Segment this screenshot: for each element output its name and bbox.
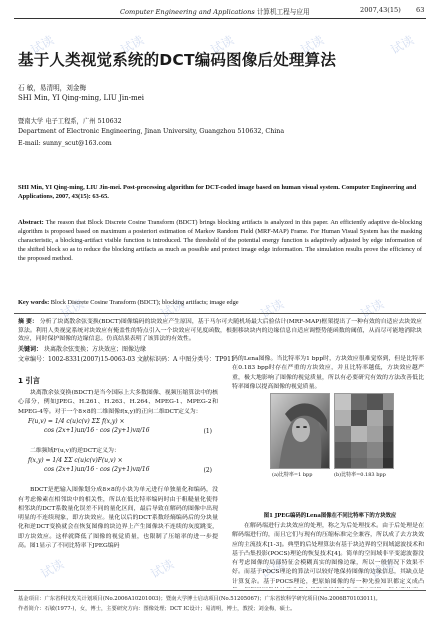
- watermark-text: 试读: [118, 32, 147, 57]
- keywords-cn-label: 关键词：: [18, 346, 43, 353]
- figure-1b-caption: (b)比特率=0.183 bpp: [334, 472, 386, 478]
- watermark-text: 试读: [368, 556, 397, 581]
- figure-1: [268, 393, 396, 489]
- column-right: [232, 355, 424, 392]
- abstract-en: [18, 219, 422, 264]
- lena-image-1bpp: [270, 393, 330, 469]
- watermark-text: 试读: [158, 296, 187, 321]
- abstract-cn: [18, 318, 422, 344]
- equation-2-rhs: cos (2x+1)uπ/16 · cos (2y+1)vπ/16: [44, 466, 150, 474]
- watermark-text: 试读: [148, 556, 177, 581]
- watermark-text: 试读: [298, 32, 327, 57]
- equation-2: [18, 456, 218, 486]
- watermark-text: 试读: [58, 296, 87, 321]
- authors-en: SHI Min, YI Qing-ming, LIU Jin-mei: [18, 94, 144, 102]
- abstract-cn-text: 分析了块离散余弦变换(BDCT)图像编码的块效应产生原因，基于马尔可夫随机场最大后验估计(MRF-MAP)框架提出了一种有效的自适应去块效应算法。利用人类视觉系统对块效应有掩盖性的特点引入一个块效应可见度函数，根据移块块内的边缘信息自适应调整势能函数的阈值，从而尽可能地消除块效应，同时保护图像的边缘信息。仿真结果表明了该算法的有效性。: [18, 319, 423, 343]
- figure-1a-caption: (a)比特率=1 bpp: [272, 472, 313, 478]
- equation-1-lhs: F(u,v) = 1/4 c(u)c(v) ΣΣ f(x,y) ×: [28, 418, 125, 425]
- section-heading: 1 引言: [18, 376, 40, 385]
- figure-1-caption: 图1 JPEG编码的Lena图像在不同比特率下的方块效应: [263, 513, 397, 519]
- paragraph: 二维频域F(u,v)的逆DCT定义为：: [30, 448, 120, 454]
- watermark-text: 试读: [258, 296, 287, 321]
- keywords-en-label: Key words:: [18, 299, 50, 306]
- keywords-en-text: Block Discrete Cosine Transform (BDCT); blocking artifacts; image edge: [50, 299, 239, 306]
- footnote-funding: 基金项目：广东省科技攻关计划项目(No.2006A10201003)；暨南大学博士启动项目(No.51205067)；广东省软科学研究项目(No.2006B70103011)。: [18, 596, 381, 602]
- watermark-text: 试读: [28, 32, 57, 57]
- page-number: 63: [416, 6, 425, 14]
- author-email: E-mail: sunny_scut@163.com: [18, 140, 112, 147]
- running-header-issue: 2007,43(15): [360, 6, 401, 14]
- paragraph: 在解码端进行去块效应的处理，称之为后处理技术。由于后处理是在解码端进行的，而且它们与现有的压缩标准完全兼容，所以成了去方块效应的主流技术[1-3]。典型的后处理算法有基于块边界的空间域滤波技术和基于凸集投影(POCS)理论的恢复技术[4]。简单的空间域非平变滤波器没有考虑图像的局部特征会模糊真实的图像边缘，所以一般情况下效果不好。而基于POCS理论的算法可以较好地保持图像的边缘信息，其缺点是计算复杂。基于POCS理论，把原始图像的每一种先验知识都定义成凸: [232, 523, 424, 585]
- equation-1-rhs: cos (2x+1)uπ/16 · cos (2y+1)vπ/16: [44, 427, 150, 434]
- watermark-text: 试读: [358, 296, 387, 321]
- authors-cn: 石 敏，易清明，刘金梅: [18, 84, 87, 92]
- header-rule: [14, 18, 426, 19]
- paragraph: BDCT是把输入图像划分成8×8的小块为单元进行单独量化和编码，没有考虑像素在相邻块中的相关性，所以在低比特率编码时由于粗糙量化使得相邻块的DCT系数量化误差不同的量化区间，最后导致在解码的图像中出现明显的不连续现象，即方块效应。量化以后的DCT系数经熵编码后的分块量化和逆DCT变换就会在恢复图像的块边界上产生图像块不连续的灰度跳变，即方块效应。这样就降低了图像的视觉质量，也限制了压缩率的进一步提高。图1显示了不同比特率下JPEG编码: [18, 487, 218, 550]
- paragraph: 块离散余弦变换(BDCT)是当今国际上大多数图像、视频压缩算法中的核心部分，例如JPEG、H.261、H.263、H.264、MPEG-1、MPEG-2和MPEG-4等。对于一个8×8的二维图像f(x,y)的正向二维DCT定义为：: [18, 390, 218, 415]
- watermark-text: 试读: [388, 32, 417, 57]
- equation-2-number: (2): [203, 467, 212, 475]
- abstract-en-label: Abstract:: [18, 219, 44, 226]
- paper-title: 基于人类视觉系统的DCT编码图像后处理算法: [18, 51, 337, 69]
- affiliation-en: Department of Electronic Engineering, Jinan University, Guangzhou 510632, China: [18, 128, 285, 135]
- abstract-divider: [14, 313, 426, 314]
- keywords-en: [18, 299, 422, 306]
- keywords-cn: [18, 344, 146, 353]
- abstract-cn-label: 摘 要：: [18, 318, 38, 325]
- abstract-en-text: The reason that Block Discrete Cosine Transform (BDCT) brings blocking artifacts is analyzed in this paper. An efficiently adaptive de-blocking algorithm is proposed based on maximum a posteriori estimation of Markov Random Field (MRF-MAP) Frame. For Human Visual System has the masking characteristic, a blocking-artifact visible function is introduced. The threshold of the potential energy function is adaptively adjusted by edge information of the shifted block so as to reduce the blocking artifacts as much as possible and protect image edge information. The simulation results prove the efficiency of the proposed method.: [18, 219, 422, 262]
- watermark-text: 试读: [38, 556, 67, 581]
- running-header-journal: Computer Engineering and Applications 计算机工程与应用: [120, 8, 310, 16]
- document-ids: 文章编号：1002-8331(2007)15-0063-03 文献标识码：A 中图分类号：TP911: [18, 356, 235, 363]
- footnote-rule: [14, 590, 426, 591]
- paragraph: 码的Lena图像。当比特率为1 bpp时，方块效应很难觉察到，但是比特率在0.183 bpp时存在严重的方块效应，并且比特率越低，方块效应越严重，极大地影响了图像的视觉质量，所以有必要研究有效的方法改善低比特率图像以提高图像的视觉质量。: [232, 356, 424, 390]
- keywords-cn-text: 块离散余弦变换；方块效应；图像边缘: [43, 346, 146, 353]
- citation: SHI Min, YI Qing-ming, LIU Jin-mei. Post-processing algorithm for DCT-coded image based on human visual system. Computer Engineering and Applications, 2007, 43(15): 63-65.: [18, 184, 417, 201]
- column-left: [18, 389, 218, 578]
- watermark-text: 试读: [208, 32, 237, 57]
- equation-1-number: (1): [203, 428, 212, 435]
- footnote-author-bio: 作者简介：石敏(1977-)，女，博士，主要研究方向：图像处理；DCT IC设计；易清明，博士，教授；刘金梅，硕士。: [18, 606, 296, 612]
- affiliation-cn: 暨南大学 电子工程系，广州 510632: [18, 118, 122, 125]
- equation-2-lhs: f(x,y) = 1/4 ΣΣ c(u)c(v)F(u,v) ×: [28, 457, 123, 465]
- watermark-text: 试读: [258, 556, 287, 581]
- equation-1: [18, 417, 218, 447]
- lena-image-0183bpp: [334, 393, 394, 469]
